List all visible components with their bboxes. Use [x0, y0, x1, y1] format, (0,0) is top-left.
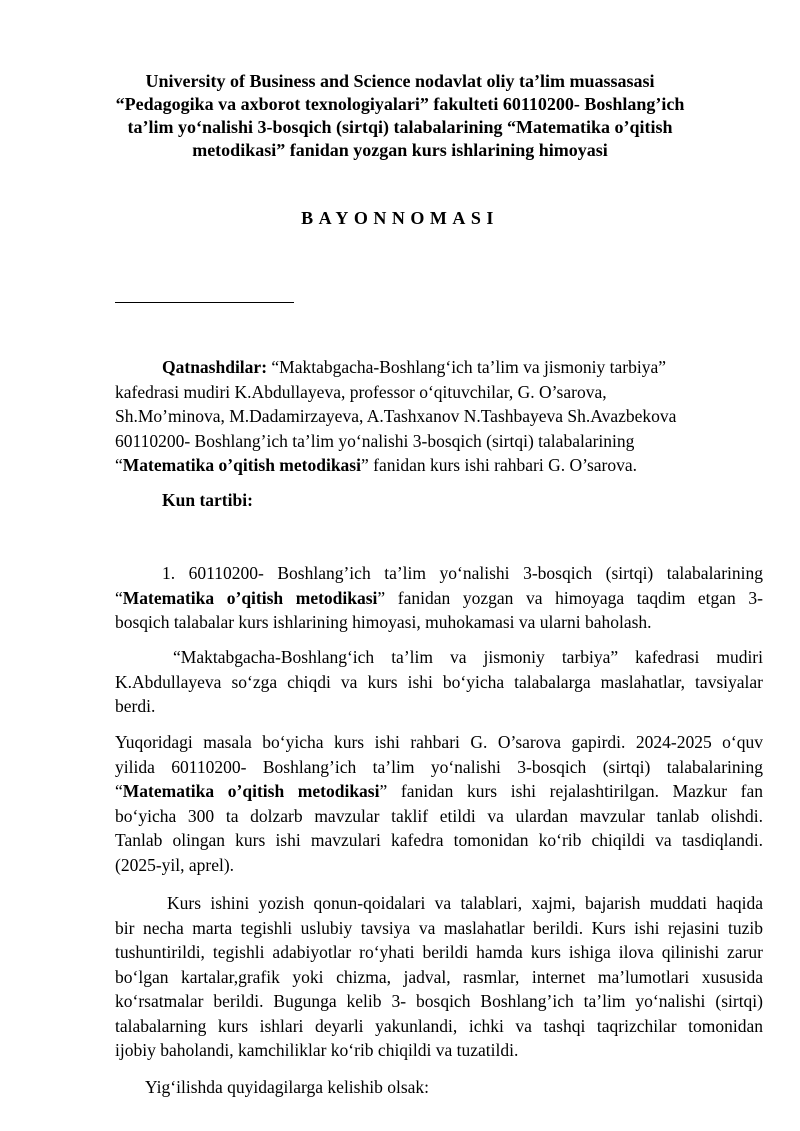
paragraph-text: ” fanidan kurs ishi rejalashtirilgan. Mazkur fan	[379, 781, 763, 801]
agenda-text: ” fanidan yozgan va himoyaga taqdim etgan 3-	[377, 587, 763, 608]
quote-mark: “	[115, 455, 123, 475]
document-header	[100, 70, 700, 162]
course-name: Matematika o’qitish metodikasi	[122, 455, 361, 475]
participants-text: Sh.Mo’minova, M.Dadamirzayeva, A.Tashxanov N.Tashbayeva Sh.Avazbekova	[115, 406, 677, 426]
paragraph-text: Yuqoridagi masala bo‘yicha kurs ishi rahbari G. O’sarova gapirdi. 2024-2025 o‘quv	[115, 732, 763, 752]
paragraph-text: (2025-yil, aprel).	[115, 854, 235, 875]
participants-paragraph	[115, 355, 763, 478]
paragraph-text: talabalarning kurs ishlari deyarli yakunlandi, ichki va tashqi taqrizchilar tomonidan	[115, 1015, 763, 1036]
paragraph-2	[115, 645, 763, 719]
header-line: “Pedagogika va axborot texnologiyalari” fakulteti 60110200- Boshlang’ich	[115, 94, 685, 114]
paragraph-text: Kurs ishini yozish qonun-qoidalari va talablari, xajmi, bajarish muddati haqida	[167, 893, 763, 913]
participants-text: 60110200- Boshlang’ich ta’lim yo‘nalishi 3-bosqich (sirtqi) talabalarining	[115, 430, 635, 451]
paragraph-text: “Maktabgacha-Boshlang‘ich ta’lim va jismoniy tarbiya” kafedrasi mudiri	[173, 647, 763, 667]
paragraph-3	[115, 730, 763, 877]
paragraph-4	[115, 891, 763, 1063]
agenda-heading-wrap	[115, 488, 763, 513]
agenda-text: bosqich talabalar kurs ishlarining himoyasi, muhokamasi va ularni baholash.	[115, 612, 652, 632]
quote-mark: “	[115, 781, 123, 801]
paragraph-text: K.Abdullayeva so‘zga chiqdi va kurs ishi bo‘yicha talabalarga maslahatlar, tavsiyalar	[115, 671, 763, 692]
participants-text: “Maktabgacha-Boshlang‘ich ta’lim va jismoniy tarbiya”	[267, 357, 667, 377]
closing-paragraph	[115, 1075, 763, 1100]
quote-mark: “	[115, 587, 123, 608]
header-line: metodikasi” fanidan yozgan kurs ishlarining himoyasi	[192, 140, 608, 160]
participants-text: ” fanidan kurs ishi rahbari G. O’sarova.	[360, 455, 638, 475]
paragraph-text: ijobiy baholandi, kamchiliklar ko‘rib chiqildi va tuzatildi.	[115, 1040, 519, 1060]
paragraph-text: ko‘rsatmalar berildi. Bugunga kelib 3- bosqich Boshlang’ich ta’lim yo‘nalishi (sirtqi)	[115, 991, 763, 1011]
course-name: Matematika o’qitish metodikasi	[122, 781, 380, 801]
participants-text: kafedrasi mudiri K.Abdullayeva, professor o‘qituvchilar, G. O’sarova,	[115, 381, 607, 402]
paragraph-text: bir necha marta tegishli uslubiy tavsiya va maslahatlar berildi. Kurs ishi rejasini tuzib	[115, 917, 763, 938]
date-blank-line	[115, 302, 294, 303]
paragraph-text: yilida 60110200- Boshlang’ich ta’lim yo‘nalishi 3-bosqich (sirtqi) talabalarining	[115, 756, 763, 777]
agenda-heading: Kun tartibi:	[162, 490, 253, 510]
participants-label: Qatnashdilar:	[162, 357, 268, 377]
course-name: Matematika o’qitish metodikasi	[122, 587, 378, 608]
paragraph-text: berdi.	[115, 696, 156, 716]
header-line: University of Business and Science nodavlat oliy ta’lim muassasasi	[145, 71, 655, 91]
paragraph-text: tushuntirildi, tegishli adabiyotlar ro‘yhati berildi hamda kurs ishiga ilova qilinishi zarur	[115, 942, 763, 962]
document-title: BAYONNOMASI	[301, 208, 499, 228]
header-line: ta’lim yo‘nalishi 3-bosqich (sirtqi) talabalarining “Matematika o’qitish	[127, 117, 673, 137]
paragraph-text: bo‘yicha 300 ta dolzarb mavzular taklif etildi va ulardan mavzular tanlab olishdi.	[115, 805, 763, 826]
closing-text: Yig‘ilishda quyidagilarga kelishib olsak:	[145, 1077, 430, 1097]
paragraph-text: bo‘lgan kartalar,grafik yoki chizma, jadval, rasmlar, internet ma’lumotlari xususida	[115, 966, 763, 987]
agenda-text: 1. 60110200- Boshlang’ich ta’lim yo‘nalishi 3-bosqich (sirtqi) talabalarining	[162, 563, 763, 583]
agenda-item-1	[115, 561, 763, 635]
paragraph-text: Tanlab olingan kurs ishi mavzulari kafedra tomonidan ko‘rib chiqildi va tasdiqlandi.	[115, 830, 763, 850]
